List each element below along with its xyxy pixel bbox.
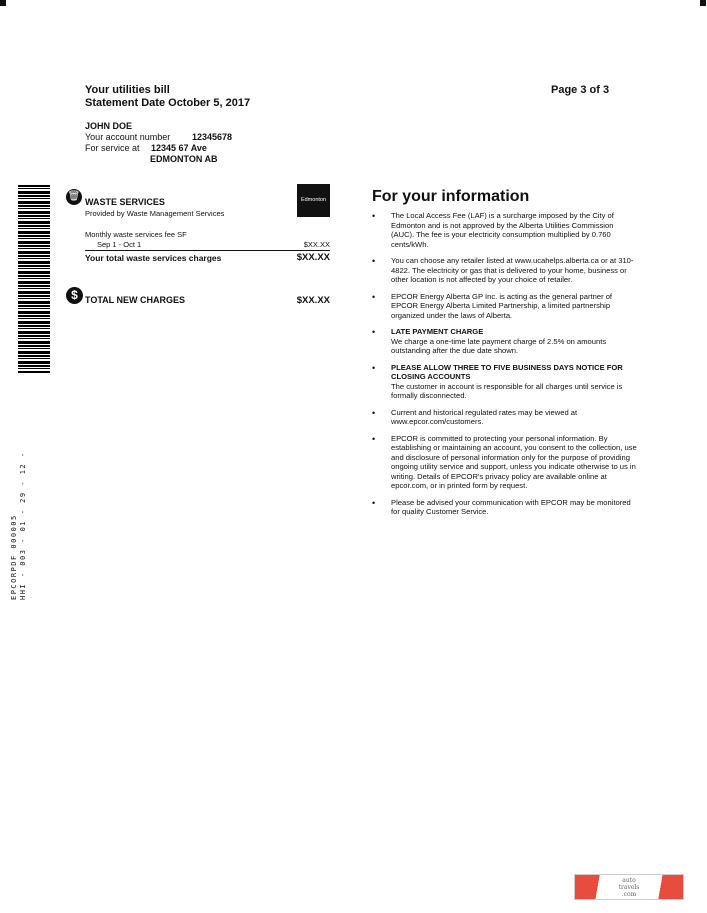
waste-services-title: WASTE SERVICES (85, 197, 165, 207)
customer-info (85, 121, 232, 165)
bill-title: Your utilities bill (85, 84, 170, 96)
account-number: 12345678 (192, 132, 233, 142)
corner-mark-right (700, 0, 706, 6)
info-list (372, 211, 637, 524)
service-label: For service at (85, 143, 140, 153)
info-item: • EPCOR Energy Alberta GP Inc. is acting as the general partner of EPCOR Energy Alberta Limited Partnership, a limited partnership organized under the laws of Alberta. (372, 292, 637, 321)
info-item: • PLEASE ALLOW THREE TO FIVE BUSINESS DAYS NOTICE FOR CLOSING ACCOUNTS The customer in account is responsible for all charges until service is formally disconnected. (372, 363, 637, 401)
trash-bin-icon: 🗑 (66, 189, 82, 205)
service-row (85, 143, 232, 154)
vertical-tracking-code (10, 451, 28, 600)
divider (85, 250, 330, 251)
service-city: EDMONTON AB (150, 154, 218, 164)
info-item: • The Local Access Fee (LAF) is a surcharge imposed by the City of Edmonton and is not approved by the Alberta Utilities Commission (AUC). The fee is your electricity consumption multiplied by 0.760 cents/kWh. (372, 211, 637, 249)
info-item: • Please be advised your communication with EPCOR may be monitored for quality Customer Service. (372, 498, 637, 517)
customer-name: JOHN DOE (85, 121, 133, 131)
corner-mark-left (0, 0, 6, 6)
waste-total-label: Your total waste services charges (85, 253, 222, 263)
waste-total-amount: $XX.XX (296, 252, 330, 263)
waste-fee-amount: $XX.XX (303, 240, 330, 249)
dollar-icon: $ (66, 287, 83, 304)
info-item-heading: • PLEASE ALLOW THREE TO FIVE BUSINESS DAYS NOTICE FOR CLOSING ACCOUNTS (391, 362, 623, 381)
info-item: • EPCOR is committed to protecting your personal information. By establishing or maintaining an account, you consent to the collection, use and disclosure of personal information only for the purpose of providing ongoing utility service and support, unless you indicate otherwise to us in writing. Details of EPCOR's privacy policy are available online at epcor.com, or in printed form by request. (372, 434, 637, 491)
waste-services-provider: Provided by Waste Management Services (85, 209, 225, 218)
service-address: 12345 67 Ave (151, 143, 207, 153)
total-new-charges-amount: $XX.XX (296, 295, 330, 306)
info-title: For your information (372, 188, 530, 205)
info-item: • Current and historical regulated rates may be viewed at www.epcor.com/customers. (372, 408, 637, 427)
statement-date: Statement Date October 5, 2017 (85, 97, 251, 109)
tracking-code-line1: EPCORPDF 000005 (10, 514, 18, 600)
info-item: • LATE PAYMENT CHARGE We charge a one-time late payment charge of 2.5% on amounts outstanding after the due date shown. (372, 327, 637, 356)
edmonton-logo: Edmonton (297, 184, 330, 217)
info-item: • You can choose any retailer listed at www.ucahelps.alberta.ca or at 310-4822. The electricity or gas that is delivered to your home, business or other location is not affected by your choice of retailer. (372, 256, 637, 285)
waste-fee-period: Sep 1 - Oct 1 (97, 240, 142, 249)
page-number: Page 3 of 3 (551, 84, 610, 96)
info-item-heading: • LATE PAYMENT CHARGE (391, 327, 484, 336)
postal-barcode (18, 185, 50, 373)
watermark-logo (574, 874, 684, 900)
watermark-text: auto travels .com (618, 877, 640, 898)
tracking-code-line2: HHI - 003 - 01 - 29 - 12 - (19, 451, 27, 600)
waste-fee-label: Monthly waste services fee SF (85, 230, 187, 239)
account-label: Your account number (85, 132, 171, 142)
account-row (85, 132, 232, 143)
total-new-charges-label: TOTAL NEW CHARGES (85, 295, 186, 305)
